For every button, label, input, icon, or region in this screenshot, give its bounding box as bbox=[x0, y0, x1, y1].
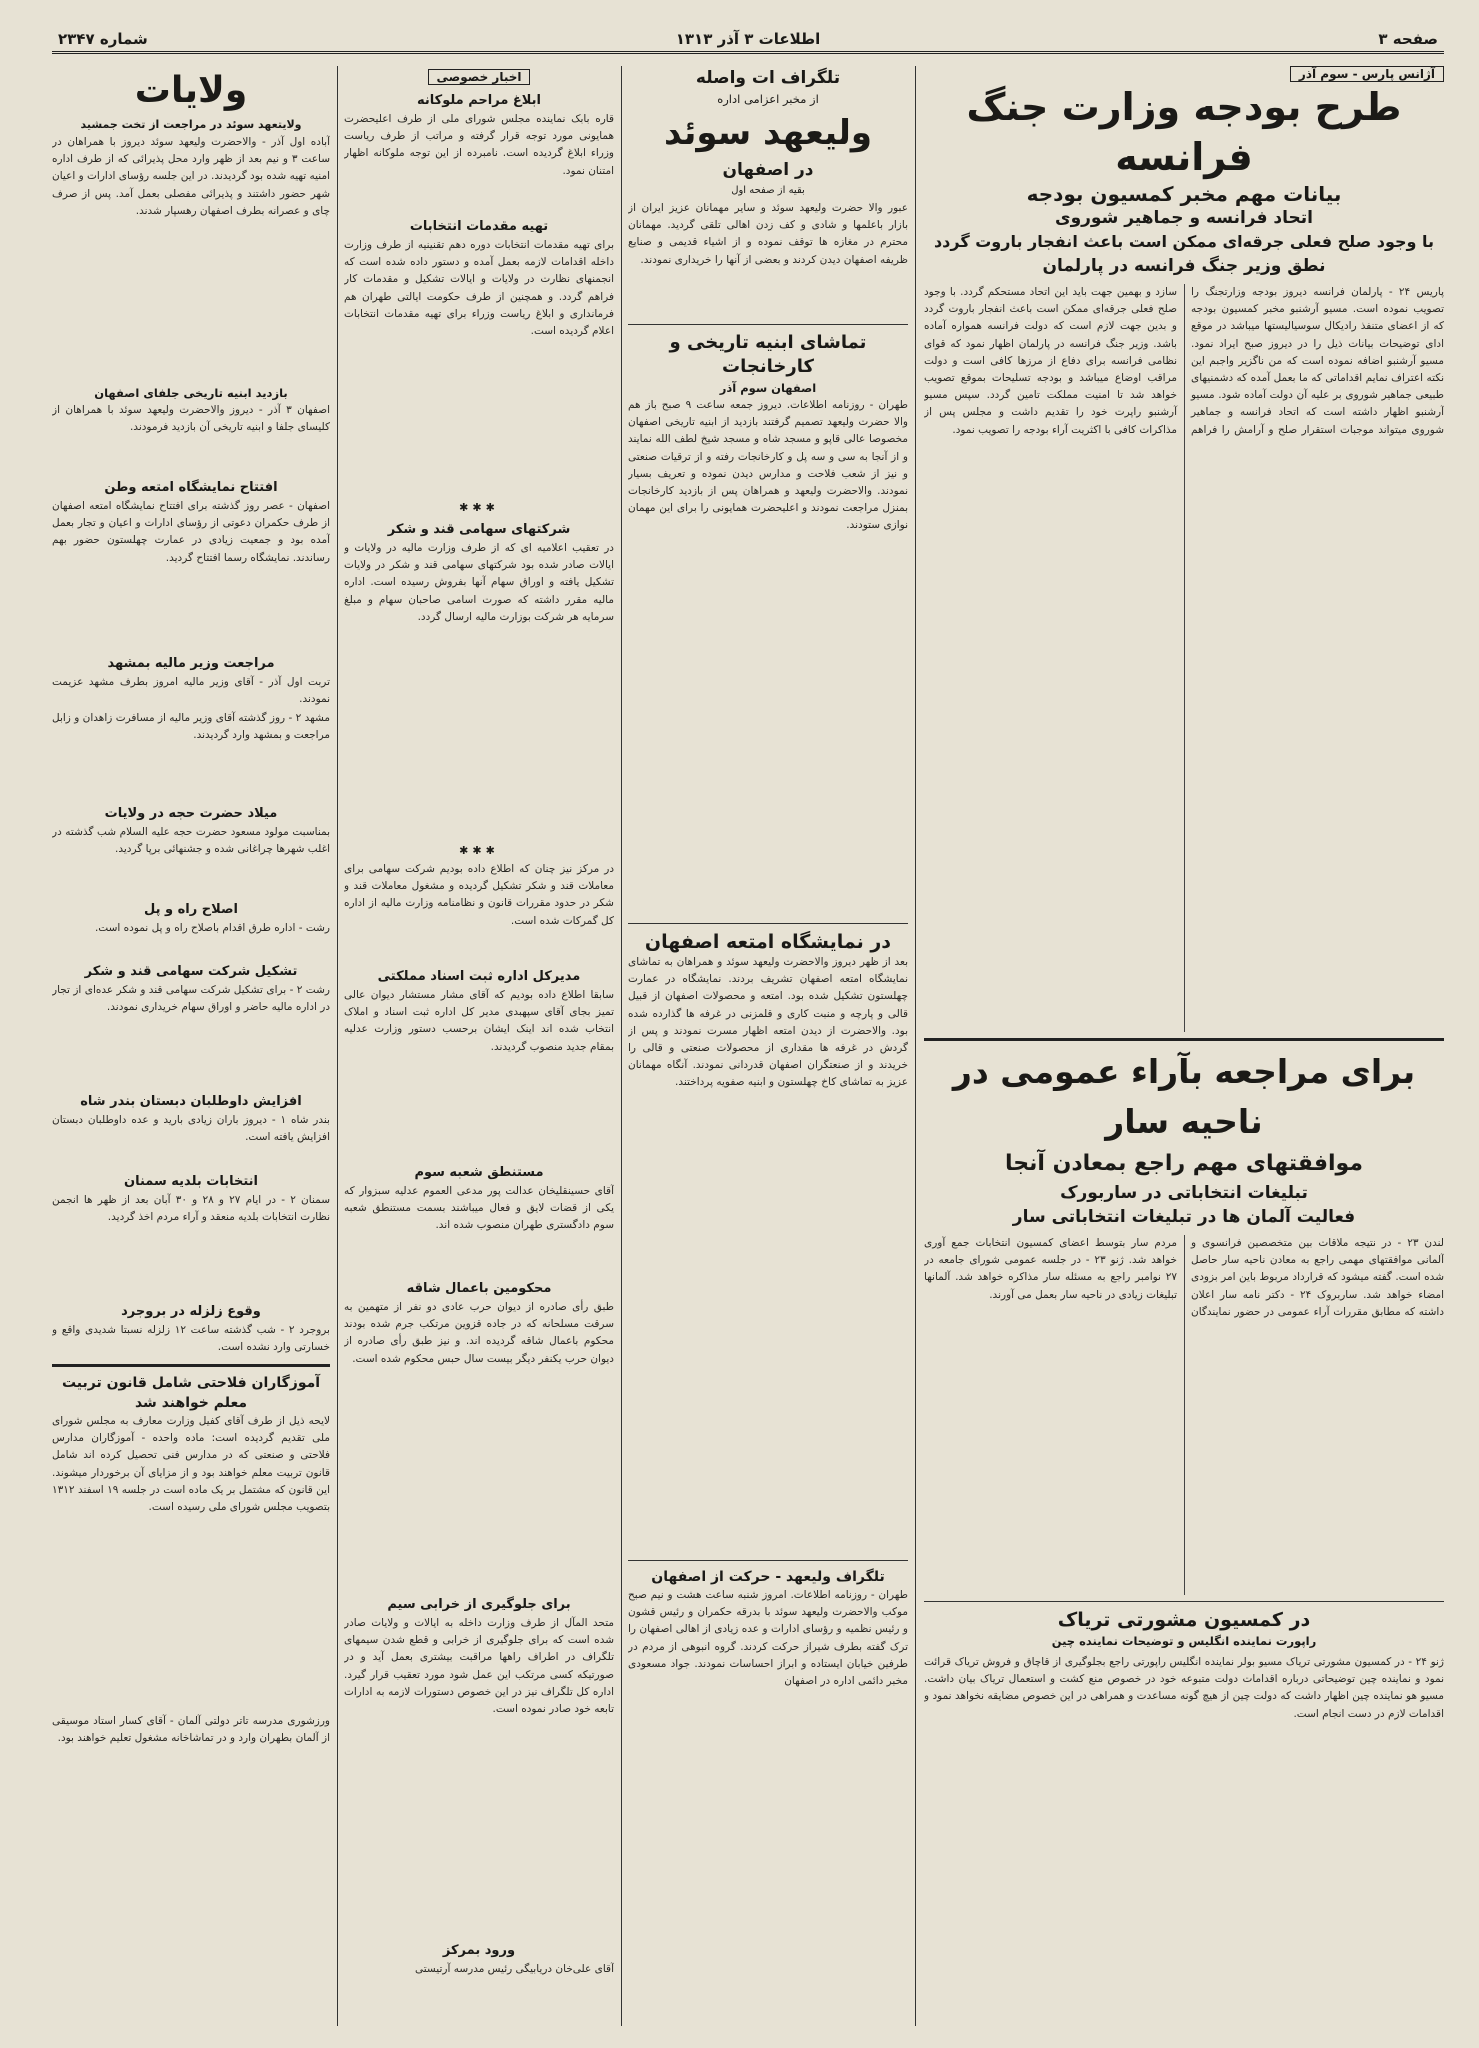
column-special-news bbox=[344, 66, 614, 2026]
article-body: طبق رأی صادره از دیوان حرب عادی دو نفر از متهمین به سرقت مسلحانه که در جاده قزوین مرتکب جرم شده بودند محکوم باعمال شاقه گردیده اند. و نیز طبق رأی صادره از دیوان حرب یکنفر دیگر بیست سال حبس محکوم شده است. bbox=[344, 1301, 614, 1365]
article-body: متحد المآل از طرف وزارت داخله به ایالات و ولایات صادر شده است که برای جلوگیری از خرابی و قطع شدن سیمهای تلگراف در اطراف راهها مراقبت بیشتری بعمل آید و در صورتیکه کسی مرتکب این عمل شود مورد تعقیب قرار گیرد. اداره کل تلگراف نیز در این خصوص دستورات لازمه به ادارات تابعه خود صادر نموده است. bbox=[344, 1617, 614, 1716]
article-body: سمنان ۲ - در ایام ۲۷ و ۲۸ و ۳۰ آبان بعد از ظهر ها انجمن نظارت انتخابات بلدیه منعقد و آراء مردم اخذ گردید. bbox=[52, 1194, 330, 1224]
article-body: اصفهان ۳ آذر - دیروز والاحضرت ولیعهد سوئد با همراهان از کلیسای جلفا و ابنیه تاریخی آن بازدید فرمودند. bbox=[52, 404, 330, 434]
subheadline: ولایتعهد سوئد در مراجعت از تخت جمشید bbox=[80, 118, 302, 131]
article-body: سابقا اطلاع داده بودیم که آقای مشار مستشار دیوان عالی تمیز بجای آقای سپهبدی مدیر کل اداره ثبت اسناد و املاک انتخاب شده اند اینک ایشان برحسب دستور وزارت عدلیه بمقام جدید منصوب گردیدند. bbox=[344, 989, 614, 1053]
divider bbox=[924, 1038, 1444, 1041]
headline-french-budget: طرح بودجه وزارت جنگ فرانسه bbox=[966, 85, 1402, 179]
issue-number: شماره ۲۳۴۷ bbox=[58, 29, 148, 48]
subheadline: در کمسیون مشورتی تریاک bbox=[1057, 1609, 1311, 1631]
article-body: بعد از ظهر دیروز والاحضرت ولیعهد سوئد و همراهان به تماشای نمایشگاه امتعه اصفهان تشریف بردند. نمایشگاه در عمارت چهلستون تشکیل شده بود. امتعه و محصولات اصفهان از قبیل قالی و پارچه و منبت کاری و قلمزنی در غرفه ها گذارده شده بود. والاحضرت از دیدن امتعه اظهار مسرت نمودند و پس از گردش در غرفه ها مقداری از محصولات صنعتی و قالی را خریدند و از صنعتگران اصفهان قدردانی نمودند. آنگاه مهمانان عزیز به تماشای کاخ چهلستون و ابنیه صفویه پرداختند. bbox=[628, 956, 908, 1089]
subheadline: تماشای ابنیه تاریخی و کارخانجات bbox=[669, 332, 867, 377]
article-body: طهران - روزنامه اطلاعات. امروز شنبه ساعت هشت و نیم صبح موکب والاحضرت ولیعهد سوئد با بدرقه حکمران و رئیس قشون و رئیس نظمیه و رؤسای ادارات و عده زیادی از اهالی اصفهان را ترک گفته بطرف شیراز حرکت کردند. گروه انبوهی از مردم در طرفین خیابان ایستاده و ابراز احساسات نمودند. جواد مسعودی مخبر دائمی اداره در اصفهان bbox=[628, 1589, 908, 1688]
column-rule bbox=[621, 66, 622, 2026]
masthead-date: اطلاعات ۳ آذر ۱۳۱۳ bbox=[675, 29, 821, 48]
subheadline: بازدید ابنیه تاریخی جلفای اصفهان bbox=[94, 386, 288, 400]
article-body: قاره بابک نماینده مجلس شورای ملی از طرف اعلیحضرت همایونی مورد توجه قرار گرفته و مراتب از طرف ریاست وزراء ابلاغ گردیده است. نامبرده از این توجه ملوکانه اظهار امتنان نمود. bbox=[344, 113, 614, 177]
subheadline: وقوع زلزله در بروجرد bbox=[121, 1304, 261, 1319]
article-body: بندر شاه ۱ - دیروز باران زیادی بارید و عده داوطلبان دبستان افزایش یافته است. bbox=[52, 1114, 330, 1144]
subheadline: میلاد حضرت حجه در ولایات bbox=[104, 806, 278, 821]
kicker: از مخبر اعزامی اداره bbox=[717, 92, 819, 106]
divider bbox=[628, 923, 908, 924]
separator-stars: ✱✱✱ bbox=[459, 501, 499, 514]
column-crown-prince bbox=[628, 66, 908, 2026]
subheadline: تشکیل شرکت سهامی قند و شکر bbox=[84, 964, 298, 979]
headline-provinces: ولایات bbox=[134, 70, 248, 111]
subheadline: محکومین باعمال شاقه bbox=[406, 1281, 552, 1296]
subheadline: موافقتهای مهم راجع بمعادن آنجا bbox=[1005, 1151, 1363, 1176]
article-body: رشت - اداره طرق اقدام باصلاح راه و پل نموده است. bbox=[94, 922, 330, 934]
subheadline: فعالیت آلمان ها در تبلیغات انتخاباتی سار bbox=[1012, 1207, 1356, 1227]
section-label: اخبار خصوصی bbox=[428, 69, 531, 85]
dateline: اصفهان سوم آذر bbox=[719, 381, 817, 395]
subheadline: تبلیغات انتخاباتی در ساربورک bbox=[1060, 1183, 1308, 1203]
subheadline: ورود بمرکز bbox=[442, 1943, 516, 1958]
article-body: در مرکز نیز چنان که اطلاع داده بودیم شرکت سهامی برای معاملات قند و شکر تشکیل گردیده و مشغول معاملات قند و شکر در حدود مقررات قانون و نظامنامه وزارت مالیه از اداره کل گمرکات شده است. bbox=[344, 863, 614, 927]
continuation-note: بقیه از صفحه اول bbox=[731, 185, 805, 196]
subheadline: افتتاح نمایشگاه امتعه وطن bbox=[104, 480, 278, 495]
column-provinces bbox=[52, 66, 330, 2026]
headline-saar-plebiscite: برای مراجعه بآراء عمومی در ناحیه سار bbox=[952, 1052, 1416, 1141]
subheadline: مدیرکل اداره ثبت اسناد مملکتی bbox=[377, 969, 581, 984]
divider bbox=[628, 1560, 908, 1561]
page-number: صفحه ۳ bbox=[1378, 29, 1438, 48]
subheadline: افزایش داوطلبان دبستان بندر شاه bbox=[80, 1094, 302, 1109]
subheadline: با وجود صلح فعلی جرقه‌ای ممکن است باعث انفجار باروت گردد bbox=[933, 232, 1435, 251]
article-body: آقای حسینقلیخان عدالت پور مدعی العموم عدلیه سبزوار که یکی از قضات لایق و فعال میباشند بسمت مستنطق شعبه سوم دادگستری طهران منصوب شده اند. bbox=[344, 1185, 614, 1232]
subheadline: در نمایشگاه امتعه اصفهان bbox=[644, 931, 892, 953]
article-body: اصفهان - عصر روز گذشته برای افتتاح نمایشگاه امتعه اصفهان از طرف حکمران دعوتی از رؤسای ادارات و اعیان و تجار بعمل آمده بود و جمعیت زیادی در عمارت چهلستون حضور بهم رساندند. نمایشگاه رسما افتتاح گردید. bbox=[52, 500, 330, 564]
divider bbox=[628, 324, 908, 325]
newspaper-page bbox=[52, 26, 1444, 2026]
subheadline: راپورت نماینده انگلیس و توضیحات نماینده چین bbox=[1051, 1634, 1317, 1648]
agency-label: آژانس پارس - سوم آذر bbox=[1290, 66, 1444, 82]
article-body: طهران - روزنامه اطلاعات. دیروز جمعه ساعت ۹ صبح باز هم والا حضرت ولیعهد تصمیم گرفتند بازدید از ابنیه تاریخی اصفهان مخصوصا عالی قاپو و مسجد شاه و مسجد شیخ لطف الله نمایند و از آنجا به سی و سه پل و کارخانجات رفته و از ترقیات صنعتی و نیز از شعب فلاحت و مدارس دیدن نموده و تعریف بسیار نمودند. والاحضرت ولیعهد و همراهان پس از بازدید کارخانجات بمنزل مراجعت نمودند و اعلیحضرت همایونی را برای این مهمان نوازی ستودند. bbox=[628, 399, 908, 532]
headline-swedish-crown-prince: ولیعهد سوئد bbox=[663, 113, 873, 153]
subheadline: آموزگاران فلاحتی شامل قانون تربیت معلم خواهند شد bbox=[61, 1375, 321, 1411]
subheadline: اتحاد فرانسه و جماهیر شوروی bbox=[1055, 208, 1313, 228]
subheadline: ابلاغ مراحم ملوکانه bbox=[416, 93, 541, 108]
article-body: لایحه ذیل از طرف آقای کفیل وزارت معارف به مجلس شورای ملی تقدیم گردیده است: ماده واحده - آموزگاران مدارس فلاحتی و صنعتی که در مدارس فنی تحصیل کرده اند شامل قانون تربیت معلم خواهند بود و از مزایای آن برخوردار میشوند. این قانون که مشتمل بر یک ماده است در جلسه ۱۹ اسفند ۱۳۱۲ بتصویب مجلس شورای ملی رسیده است. bbox=[52, 1415, 330, 1514]
divider bbox=[924, 1601, 1444, 1602]
column-foreign-news bbox=[924, 66, 1444, 2026]
divider bbox=[52, 1364, 330, 1367]
article-body: آباده اول آذر - والاحضرت ولیعهد سوئد دیروز با همراهان در ساعت ۳ و نیم بعد از ظهر وارد محل پذیرائی که از طرف اداره امنیه تهیه شده بود گردیدند. در این جلسه رؤسای ادارات و اعیان شهر حضور داشتند و پذیرائی مفصلی بعمل آمد. پس از صرف چای و عصرانه بطرف اصفهان رهسپار شدند. bbox=[52, 136, 330, 217]
article-body: بروجرد ۲ - شب گذشته ساعت ۱۲ زلزله نسبتا شدیدی واقع و خسارتی وارد نشده است. bbox=[52, 1324, 330, 1354]
subheadline: انتخابات بلدیه سمنان bbox=[123, 1174, 259, 1189]
subheadline: نطق وزیر جنگ فرانسه در پارلمان bbox=[1042, 256, 1326, 276]
subheadline: بیانات مهم مخبر کمسیون بودجه bbox=[1026, 182, 1342, 206]
subheadline: شرکتهای سهامی قند و شکر bbox=[387, 522, 571, 537]
subheadline: تهیه مقدمات انتخابات bbox=[409, 219, 549, 234]
article-body: مشهد ۲ - روز گذشته آقای وزیر مالیه از مسافرت زاهدان و زابل مراجعت و بمشهد وارد گردیدند. bbox=[52, 712, 330, 742]
column-rule bbox=[915, 66, 916, 2026]
subheadline: مستنطق شعبه سوم bbox=[414, 1165, 544, 1180]
separator-stars: ✱✱✱ bbox=[459, 844, 499, 857]
subheadline: در اصفهان bbox=[722, 160, 814, 180]
article-body: آقای علی‌خان دریابیگی رئیس مدرسه آرتیستی bbox=[415, 1963, 614, 1975]
article-body: لندن ۲۳ - در نتیجه ملاقات بین متخصصین فرانسوی و آلمانی موافقتهای مهمی راجع به معادن ناحیه سار حاصل شده است. گفته میشود که قرارداد مربوط باین امر بزودی امضاء خواهد شد. ساربروک ۲۴ - دکتر نامه سار اعلان داشته که مطابق مقررات آراء عمومی در حضور نمایندگان مردم سار بتوسط اعضای کمسیون انتخابات جمع آوری خواهد شد. ژنو ۲۳ - در جلسه عمومی شورای جامعه در ۲۷ نوامبر راجع به مسئله سار مذاکره خواهد شد. آلمانها تبلیغات زیادی در ناحیه سار بعمل می آورند. bbox=[924, 1237, 1444, 1318]
article-body: بمناسبت مولود مسعود حضرت حجه علیه السلام شب گذشته در اغلب شهرها چراغانی شده و جشنهائی برپا گردید. bbox=[52, 826, 330, 856]
article-body: ورزشوری مدرسه تاتر دولتی آلمان - آقای کسار استاد موسیقی از آلمان بطهران وارد و در تماشاخانه مشغول تعلیم خواهند بود. bbox=[52, 1715, 330, 1745]
article-body: برای تهیه مقدمات انتخابات دوره دهم تقنینیه از طرف وزارت داخله اقدامات لازمه بعمل آمده و دستور داده شده است که انجمنهای نظارت در ولایات و ایالات تشکیل و مقدمات کار فراهم گردد. و همچنین از طرف حکومت ایالتی طهران هم فرمانداری و ابلاغ ریاست وزراء برای تهیه مقدمات انتخابات اعلام گردیده است. bbox=[344, 239, 614, 338]
article-body: عبور والا حضرت ولیعهد سوئد و سایر مهمانان عزیز ایران از بازار باعلمها و شادی و کف زدن اهالی تلقی گردید. مهمانان محترم در مغازه ها توقف نموده و از اشیاء قدیمی و صنایع ظریفه اصفهان دیدن کردند و بعضی از آنها را خریداری نمودند. bbox=[628, 202, 908, 266]
article-body: پاریس ۲۴ - پارلمان فرانسه دیروز بودجه وزارتجنگ را تصویب نموده است. مسیو آرشنبو مخبر کمسیون بودجه که از اعضای متنفذ رادیکال سوسیالیستها میباشد در موقع ادای توضیحات بیانات ذیل را در دیروز صبح ایراد نمود. مسیو آرشنبو اضافه نموده است که من ناگزیر واجبم این نکته اعتراف نمایم اقداماتی که ما بعمل آمده که دشمنیهای طبیعی جماهیر شوروی بر علیه آن دولت آماده شود. مسیو آرشنبو اظهار داشته است که اتحاد فرانسه و جماهیر شوروی میتواند موجبات استقرار صلح و آرامش را فراهم سازد و بهمین جهت باید این اتحاد مستحکم گردد. با وجود صلح فعلی جرقه‌ای ممکن است باعث انفجار باروت گردد و بدین جهت لازم است که دولت فرانسه همواره آماده باشد. وزیر جنگ فرانسه در پارلمان اظهار نمود که قوای نظامی فرانسه برای دفاع از مرزها کافی است و دولت مراقب اوضاع میباشد و بودجه تسلیحات بموقع تصویب خواهد شد تا امنیت مملکت تامین گردد. سپس مسیو آرشنبو راپرت خود را تقدیم داشت و مجلس پس از مذاکرات کافی با اکثریت آراء بودجه را تصویب نمود. bbox=[924, 286, 1444, 436]
article-body: تربت اول آذر - آقای وزیر مالیه امروز بطرف مشهد عزیمت نمودند. bbox=[52, 676, 330, 706]
subheadline: اصلاح راه و پل bbox=[143, 902, 238, 917]
article-body: رشت ۲ - برای تشکیل شرکت سهامی قند و شکر عده‌ای از تجار در اداره مالیه حاضر و اوراق سهام خریداری نمودند. bbox=[52, 984, 330, 1014]
subheadline: برای جلوگیری از خرابی سیم bbox=[387, 1597, 571, 1612]
article-body: ژنو ۲۴ - در کمسیون مشورتی تریاک مسیو بولر نماینده انگلیس راپورتی راجع بجلوگیری از قاچاق و فروش تریاک قرائت نمود و نماینده چین توضیحاتی درباره اقدامات دولت متبوعه خود در خصوص منع کشت و استعمال تریاک بیان داشت. مسیو هو نماینده چین اظهار داشت که دولت چین از هیچ گونه مساعدت و همراهی در این خصوص مضایقه نخواهد نمود و اقدامات لازم در دست انجام است. bbox=[924, 1656, 1444, 1720]
article-body: در تعقیب اعلامیه ای که از طرف وزارت مالیه در ولایات و ایالات صادر شده بود شرکتهای سهامی قند و شکر در ولایات تشکیل یافته و اوراق سهام آنها بفروش رسیده است. اداره مالیه مقرر داشته که صورت اسامی صاحبان سهام و مبلغ سرمایه هر شرکت بوزارت مالیه ارسال گردد. bbox=[344, 542, 614, 623]
subheadline: مراجعت وزیر مالیه بمشهد bbox=[107, 656, 275, 671]
column-rule bbox=[337, 66, 338, 2026]
page-header bbox=[52, 26, 1444, 54]
kicker: تلگراف ات واصله bbox=[695, 68, 841, 88]
subheadline: تلگراف ولیعهد - حرکت از اصفهان bbox=[651, 1569, 885, 1585]
